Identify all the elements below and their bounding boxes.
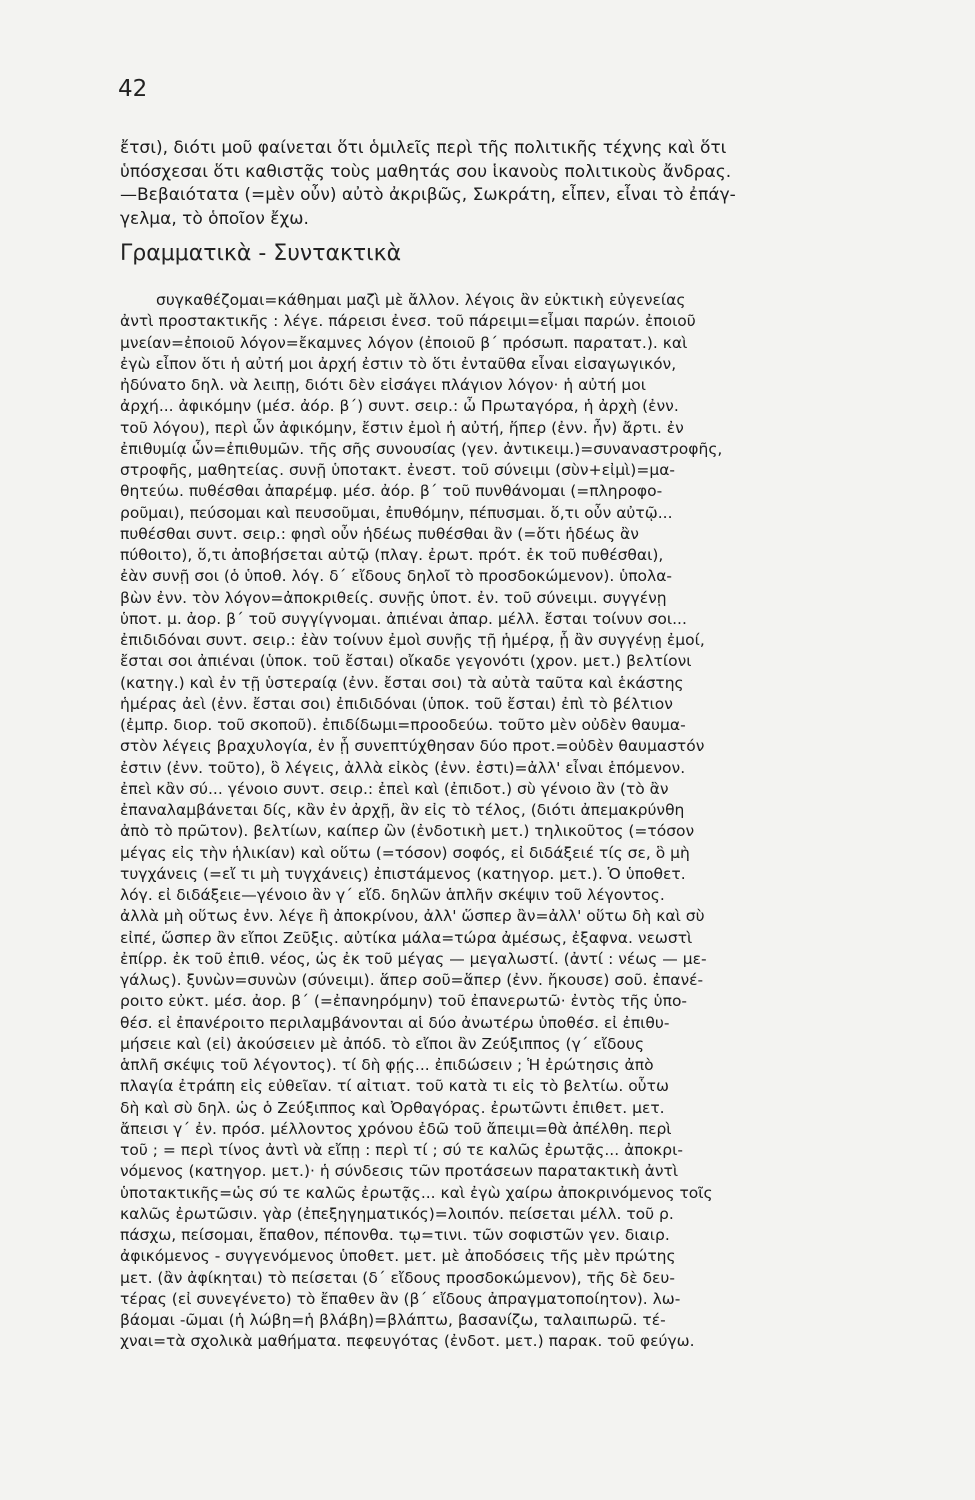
grammar-notes [120,290,868,1353]
note-line: ἀφικόμενος - συγγενόμενος ὑποθετ. μετ. μὲ ἀποδόσεις τῆς μὲν πρώτης [120,1247,676,1266]
note-line: λόγ. εἰ διδάξειε—γένοιο ἂν γ΄ εἴδ. δηλῶν ἁπλῆν σκέψιν τοῦ λέγοντος. [120,886,665,904]
note-line: ἠδύνατο δηλ. νὰ λειπῃ, διότι δὲν εἰσάγει πλάγιον λόγον· ἡ αὐτή μοι [120,376,647,394]
note-line: θέσ. εἰ ἐπανέροιτο περιλαμβάνονται αἱ δύο ἀνωτέρω ὑποθέσ. εἰ ἐπιθυ- [120,1013,670,1032]
note-line: (κατηγ.) καὶ ἐν τῇ ὑστεραίᾳ (ἐνν. ἔσται σοι) τὰ αὐτὰ ταῦτα καὶ ἑκάστης [120,673,684,692]
note-line: πυθέσθαι συντ. σειρ.: φησὶ οὖν ἡδέως πυθέσθαι ἂν (=ὅτι ἡδέως ἂν [120,524,639,543]
note-line: πύθοιτο), ὅ,τι ἀποβήσεται αὐτῷ (πλαγ. ἐρωτ. πρότ. ἐκ τοῦ πυθέσθαι), [120,546,664,564]
note-line: πάσχω, πείσομαι, ἔπαθον, πέπονθα. τῳ=τινι. τῶν σοφιστῶν γεν. διαιρ. [120,1226,670,1244]
note-line: ἀρχή... ἀφικόμην (μέσ. ἀόρ. β΄) συντ. σειρ.: ὦ Πρωταγόρα, ἡ ἀρχὴ (ἐνν. [120,397,679,416]
note-line: στροφῆς, μαθητείας. συνῇ ὑποτακτ. ἐνεστ. τοῦ σύνειμι (σὺν+εἰμὶ)=μα- [120,461,676,479]
note-line: μετ. (ἂν ἀφίκηται) τὸ πείσεται (δ΄ εἴδους προσδοκώμενον), τῆς δὲ δευ- [120,1268,675,1287]
note-line: ἐπίρρ. ἐκ τοῦ ἐπιθ. νέος, ὡς ἐκ τοῦ μέγας — μεγαλωστί. (ἀντί : νέως — με- [120,949,707,968]
note-line: ροιτο εὐκτ. μέσ. ἀορ. β΄ (=ἐπανηρόμην) τοῦ ἐπανερωτῶ· ἐντὸς τῆς ὑπο- [120,992,688,1011]
note-line: ἄπεισι γ΄ ἐν. πρόσ. μέλλοντος χρόνου ἐδῶ τοῦ ἄπειμι=θὰ ἀπέλθη. περὶ [120,1119,672,1138]
note-line: πλαγία ἐτράπη εἰς εὐθεῖαν. τί αἰτιατ. τοῦ κατὰ τι εἰς τὸ βελτίω. οὗτω [120,1077,669,1096]
note-line: μέγας εἰς τὴν ἡλικίαν) καὶ οὕτω (=τόσον) σοφός, εἰ διδάξειέ τίς σε, ὃ μὴ [120,843,690,862]
note-line: βάομαι -ῶμαι (ἡ λώβη=ἡ βλάβη)=βλάπτω, βασανίζω, ταλαιπωρῶ. τέ- [120,1311,666,1329]
note-line: ἐὰν συνῇ σοι (ὁ ὑποθ. λόγ. δ΄ εἴδους δηλοῖ τὸ προσδοκώμενον). ὑπολα- [120,567,673,586]
intro-line: ὑπόσχεσαι ὅτι καθιστᾷς τοὺς μαθητάς σου ἱκανοὺς πολιτικοὺς ἄνδρας. [120,161,732,182]
note-line: βὼν ἐνν. τὸν λόγον=ἀποκριθείς. συνῇς ὑποτ. ἐν. τοῦ σύνειμι. συγγένῃ [120,588,667,607]
note-line: μνείαν=ἐποιοῦ λόγον=ἔκαμνες λόγον (ἐποιοῦ β΄ πρόσωπ. παρατατ.). καὶ [120,333,688,352]
note-line: τοῦ λόγου), περὶ ὧν ἀφικόμην, ἔστιν ἐμοὶ ἡ αὐτή, ἥπερ (ἐνν. ἦν) ἄρτι. ἐν [120,418,684,437]
note-line: ὑποτ. μ. ἀορ. β΄ τοῦ συγγίγνομαι. ἀπιέναι ἀπαρ. μέλλ. ἔσται τοίνυν σοι... [120,609,687,628]
note-line: συγκαθέζομαι=κάθημαι μαζὶ μὲ ἄλλον. λέγοις ἂν εὐκτικὴ εὐγενείας [156,291,686,309]
note-line: τοῦ ; = περὶ τίνος ἀντὶ νὰ εἴπῃ : περὶ τί ; σύ τε καλῶς ἐρωτᾷς... ἀποκρι- [120,1141,683,1159]
note-line: νόμενος (κατηγορ. μετ.)· ἡ σύνδεσις τῶν προτάσεων παρατακτικὴ ἀντὶ [120,1162,679,1181]
note-line: ροῦμαι), πεύσομαι καὶ πευσοῦμαι, ἐπυθόμην, πέπυσμαι. ὅ,τι οὖν αὐτῷ... [120,503,673,522]
note-line: δὴ καὶ σὺ δηλ. ὡς ὁ Ζεύξιππος καὶ Ὀρθαγόρας. ἐρωτῶντι ἐπιθετ. μετ. [120,1098,665,1117]
note-line: ὑποτακτικῆς=ὡς σύ τε καλῶς ἐρωτᾷς... καὶ ἐγὼ χαίρω ἀποκρινόμενος τοῖς [120,1183,713,1202]
note-line: ἀλλὰ μὴ οὕτως ἐνν. λέγε ἢ ἀποκρίνου, ἀλλ' ὥσπερ ἂν=ἀλλ' οὕτω δὴ καὶ σὺ [120,907,705,926]
note-line: χναι=τὰ σχολικὰ μαθήματα. πεφευγότας (ἐνδοτ. μετ.) παρακ. τοῦ φεύγω. [120,1332,695,1351]
note-line: ἐπεὶ κἂν σύ... γένοιο συντ. σειρ.: ἐπεὶ καὶ (ἐπιδοτ.) σὺ γένοιο ἂν (τὸ ἂν [120,779,669,798]
section-heading: Γραμματικὰ - Συντακτικὰ [120,241,402,266]
intro-line: γελμα, τὸ ὁποῖον ἔχω. [120,209,309,230]
intro-line: —Βεβαιότατα (=μὲν οὖν) αὐτὸ ἀκριβῶς, Σωκράτη, εἶπεν, εἶναι τὸ ἐπάγ- [120,185,736,206]
note-line: μήσειε καὶ (εἰ) ἀκούσειεν μὲ ἀπόδ. τὸ εἴποι ἂν Ζεύξιππος (γ΄ εἴδους [120,1034,645,1053]
note-line: καλῶς ἐρωτῶσιν. γὰρ (ἐπεξηγηματικός)=λοιπόν. πείσεται μέλλ. τοῦ ρ. [120,1204,674,1223]
note-line: ἀντὶ προστακτικῆς : λέγε. πάρεισι ἐνεσ. τοῦ πάρειμι=εἶμαι παρών. ἐποιοῦ [120,312,696,331]
note-line: εἰπέ, ὥσπερ ἂν εἴποι Ζεῦξις. αὐτίκα μάλα=τώρα ἀμέσως, ἐξαφνα. νεωστὶ [120,928,693,947]
note-line: τέρας (εἰ συνεγένετο) τὸ ἔπαθεν ἂν (β΄ εἴδους ἀπραγματοποίητον). λω- [120,1289,681,1308]
note-line: ἁπλῆ σκέψις τοῦ λέγοντος). τί δὴ φῄς... ἐπιδώσειν ; Ἡ ἐρώτησις ἀπὸ [120,1056,654,1074]
note-line: θητεύω. πυθέσθαι ἀπαρέμφ. μέσ. ἀόρ. β΄ τοῦ πυνθάνομαι (=πληροφο- [120,482,663,501]
note-line: ἀπὸ τὸ πρῶτον). βελτίων, καίπερ ὢν (ἐνδοτικὴ μετ.) τηλικοῦτος (=τόσον [120,822,695,841]
note-line: ἐστιν (ἐνν. τοῦτο), ὃ λέγεις, ἀλλὰ εἰκὸς (ἐνν. ἐστι)=ἀλλ' εἶναι ἑπόμενον. [120,758,686,777]
intro-paragraph [120,137,865,232]
note-line: ἐπαναλαμβάνεται δίς, κἂν ἐν ἀρχῇ, ἂν εἰς τὸ τέλος, (διότι ἀπεμακρύνθη [120,801,685,819]
note-line: ἡμέρας ἀεὶ (ἐνν. ἔσται σοι) ἐπιδιδόναι (ὑποκ. τοῦ ἔσται) ἐπὶ τὸ βέλτιον [120,694,673,713]
note-line: στὸν λέγεις βραχυλογία, ἐν ᾗ συνεπτύχθησαν δύο προτ.=οὐδὲν θαυμαστόν [120,737,705,756]
note-line: τυγχάνεις (=εἴ τι μὴ τυγχάνεις) ἐπιστάμενος (κατηγορ. μετ.). Ὁ ὑποθετ. [120,864,686,883]
note-line: ἐγὼ εἶπον ὅτι ἡ αὐτή μοι ἀρχή ἐστιν τὸ ὅτι ἐνταῦθα εἶναι εἰσαγωγικόν, [120,354,677,373]
intro-line: ἔτσι), διότι μοῦ φαίνεται ὅτι ὁμιλεῖς περὶ τῆς πολιτικῆς τέχνης καὶ ὅτι [120,138,727,158]
note-line: (ἐμπρ. διορ. τοῦ σκοποῦ). ἐπιδίδωμι=προοδεύω. τοῦτο μὲν οὐδὲν θαυμα- [120,716,686,734]
note-line: γάλως). ξυνὼν=συνὼν (σύνειμι). ἅπερ σοῦ=ἅπερ (ἐνν. ἤκουσε) σοῦ. ἐπανέ- [120,971,704,989]
note-line: ἐπιθυμίᾳ ὧν=ἐπιθυμῶν. τῆς σῆς συνουσίας (γεν. ἀντικειμ.)=συναναστροφῆς, [120,439,723,458]
note-line: ἔσται σοι ἀπιέναι (ὑποκ. τοῦ ἔσται) οἴκαδε γεγονότι (χρον. μετ.) βελτίονι [120,652,692,671]
page-number: 42 [118,76,148,102]
note-line: ἐπιδιδόναι συντ. σειρ.: ἐὰν τοίνυν ἐμοὶ συνῇς τῇ ἡμέρᾳ, ᾗ ἂν συγγένῃ ἐμοί, [120,631,705,649]
